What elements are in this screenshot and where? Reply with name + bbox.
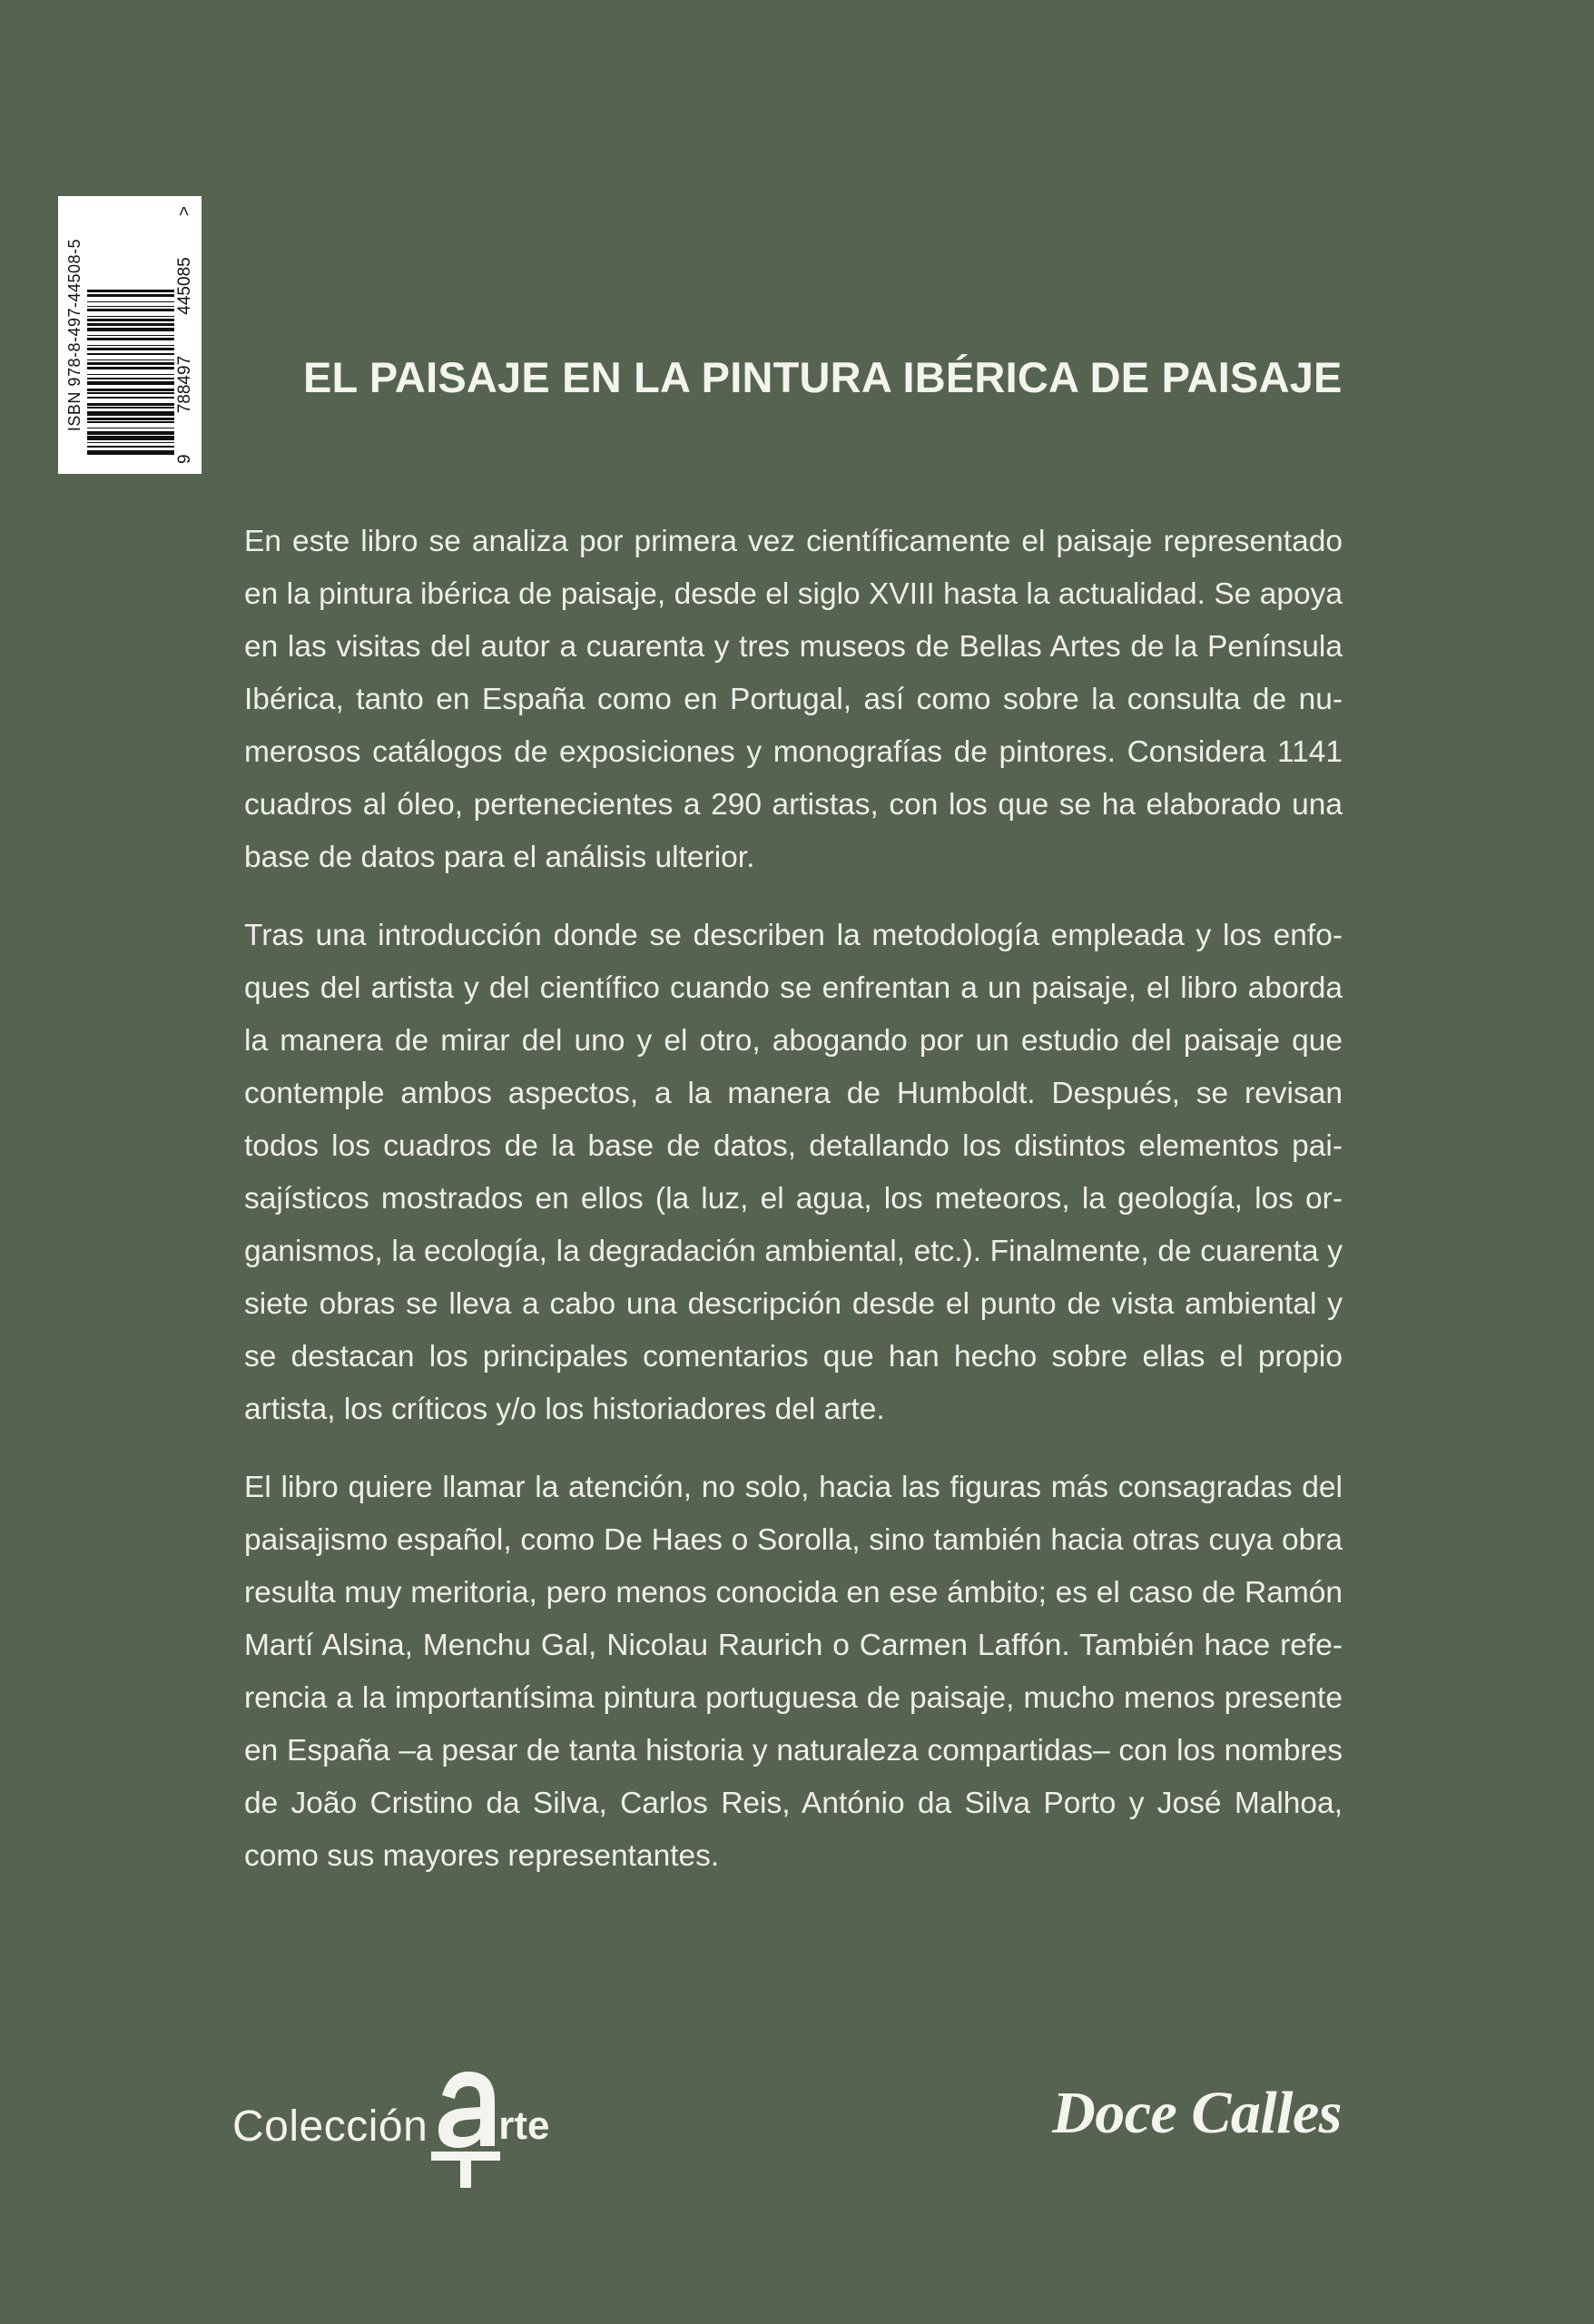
barcode-bar bbox=[87, 442, 174, 444]
barcode-gap bbox=[87, 443, 174, 446]
barcode-gap bbox=[87, 336, 174, 338]
barcode-bar bbox=[87, 367, 174, 369]
barcode-bar bbox=[87, 403, 174, 406]
barcode-gap bbox=[87, 369, 174, 374]
barcode-bar bbox=[87, 431, 174, 434]
barcode-bar bbox=[87, 309, 174, 311]
barcode-gap bbox=[87, 428, 174, 431]
barcode-gap bbox=[87, 406, 174, 408]
barcode-bar bbox=[87, 335, 174, 337]
barcode-digit-group: 788497 bbox=[175, 355, 194, 414]
barcode-bar bbox=[87, 319, 174, 321]
barcode-digits bbox=[176, 202, 194, 468]
barcode-bar bbox=[87, 421, 174, 423]
barcode-bar bbox=[87, 397, 174, 399]
synopsis bbox=[244, 516, 1343, 1908]
barcode-gap bbox=[87, 448, 174, 450]
arte-a-mark-icon bbox=[429, 2063, 502, 2190]
book-title: EL PAISAJE EN LA PINTURA IBÉRICA DE PAISAJE bbox=[303, 353, 1343, 401]
barcode-gap bbox=[87, 346, 174, 348]
synopsis-paragraph: El libro quiere llamar la atención, no solo, hacia las figuras más consagradas del paisajismo español, como De Haes o Sorolla, sino también hacia otras cuya obra resulta muy meritoria, pero menos conocida en ese ámbito; es el caso de Ramón Martí Alsina, Menchu Gal, Nicolau Raurich o Carmen Laffón. También hace referencia a la importantísima pintura portuguesa de paisaje, mucho menos presente en España –a pesar de tanta historia y naturaleza compartidas– con los nombres de João Cristino da Silva, Carlos Reis, António da Silva Porto y José Malhoa, como sus mayores representantes. bbox=[244, 1471, 1343, 1873]
publisher-logo: Doce Calles bbox=[1052, 2080, 1342, 2146]
barcode-bar bbox=[87, 436, 174, 440]
barcode-bar bbox=[87, 323, 174, 326]
coleccion-arte-logo bbox=[232, 2063, 550, 2190]
barcode-gap bbox=[87, 326, 174, 328]
barcode-gap bbox=[87, 385, 174, 388]
barcode-gap bbox=[87, 391, 174, 393]
barcode-bar bbox=[87, 378, 174, 379]
barcode-gap bbox=[87, 423, 174, 428]
barcode-gap bbox=[87, 311, 174, 316]
barcode-digit-group: > bbox=[175, 206, 194, 217]
barcode-gap bbox=[87, 379, 174, 381]
barcode-bar bbox=[87, 328, 174, 332]
barcode-gap bbox=[87, 321, 174, 323]
barcode-bar bbox=[87, 446, 174, 448]
barcode-gap bbox=[87, 420, 174, 422]
barcode-bar bbox=[87, 428, 174, 429]
barcode-gap bbox=[87, 399, 174, 403]
synopsis-paragraph: Tras una introducción donde se describen la metodología empleada y los enfoques del artista y del científico cuando se enfrentan a un paisaje, el libro aborda la manera de mirar del uno y el otro, abogando por un estudio del paisaje que contemple ambos aspectos, a la manera de Humboldt. Después, se revisan todos los cuadros de la base de datos, detallando los distintos elementos paisajísticos mostrados en ellos (la luz, el agua, los meteoros, la geología, los organismos, la ecología, la degradación ambiental, etc.). Finalmente, de cuarenta y siete obras se lleva a cabo una descripción desde el punto de vista ambiental y se destacan los principales comentarios que han hecho sobre ellas el propio artista, los críticos y/o los historiadores del arte. bbox=[244, 919, 1343, 1426]
barcode-gap bbox=[87, 317, 174, 319]
synopsis-paragraph: En este libro se analiza por primera vez científicamente el paisaje representado en la pintura ibérica de paisaje, desde el siglo XVIII hasta la actualidad. Se apoya en las visitas del autor a cuarenta y tres museos de Bellas Artes de la Península Ibérica, tanto en España como en Portugal, así como sobre la consulta de numerosos catálogos de exposiciones y monografías de pintores. Considera 1141 cuadros al óleo, pertenecientes a 290 artistas, con los que se ha elaborado una base de datos para el análisis ulterior. bbox=[244, 525, 1343, 874]
barcode-bars bbox=[87, 215, 174, 455]
barcode-gap bbox=[87, 435, 174, 437]
barcode-gap bbox=[87, 292, 174, 294]
barcode-bar bbox=[87, 362, 174, 365]
barcode-gap bbox=[87, 350, 174, 353]
barcode-gap bbox=[87, 375, 174, 378]
barcode-bar bbox=[87, 348, 174, 350]
isbn-text: ISBN 978-8-497-44508-5 bbox=[65, 238, 84, 432]
barcode-gap bbox=[87, 409, 174, 411]
barcode-bar bbox=[87, 338, 174, 340]
barcode-gap bbox=[87, 297, 174, 301]
barcode-bar bbox=[87, 345, 174, 347]
barcode-gap bbox=[87, 365, 174, 367]
barcode-bar bbox=[87, 294, 174, 297]
barcode-gap bbox=[87, 360, 174, 362]
barcode-bar bbox=[87, 407, 174, 409]
barcode-bar bbox=[87, 290, 174, 292]
barcode-gap bbox=[87, 394, 174, 397]
barcode-bar bbox=[87, 411, 174, 416]
barcode-gap bbox=[87, 307, 174, 309]
barcode-gap bbox=[87, 331, 174, 334]
barcode-gap bbox=[87, 340, 174, 345]
barcode-gap bbox=[87, 302, 174, 305]
barcode-bar bbox=[87, 389, 174, 391]
barcode-bar bbox=[87, 374, 174, 376]
barcode-bar bbox=[87, 381, 174, 386]
barcode-bar bbox=[87, 450, 174, 455]
barcode-bar bbox=[87, 418, 174, 420]
isbn-barcode bbox=[58, 196, 202, 474]
barcode-digit-group: 445085 bbox=[175, 257, 194, 315]
arte-label: rte bbox=[498, 2103, 550, 2148]
barcode-bar bbox=[87, 306, 174, 308]
barcode-gap bbox=[87, 440, 174, 442]
barcode-bar bbox=[87, 359, 174, 361]
barcode-gap bbox=[87, 355, 174, 359]
barcode-bar bbox=[87, 392, 174, 394]
barcode-bar bbox=[87, 301, 174, 303]
barcode-gap bbox=[87, 416, 174, 418]
barcode-bar bbox=[87, 316, 174, 318]
coleccion-label: Colección bbox=[232, 2102, 428, 2151]
barcode-digit-group: 9 bbox=[175, 454, 194, 464]
barcode-bar bbox=[87, 353, 174, 355]
